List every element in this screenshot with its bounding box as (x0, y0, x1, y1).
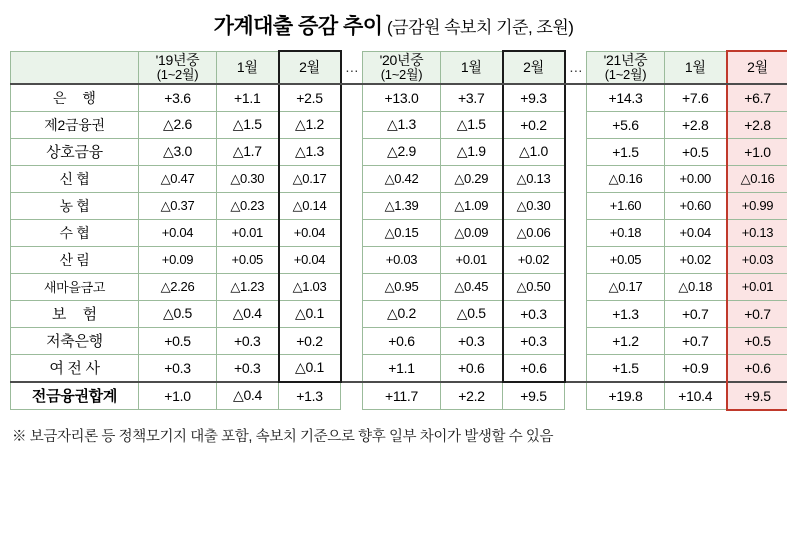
cell: +0.2 (503, 111, 565, 138)
title-main: 가계대출 증감 추이 (213, 15, 383, 38)
cell: +1.60 (587, 192, 665, 219)
cell: △0.18 (665, 273, 727, 300)
column-separator (565, 84, 587, 112)
cell: △0.5 (139, 300, 217, 327)
cell: +14.3 (587, 84, 665, 112)
row-label: 상호금융 (11, 138, 139, 165)
cell: △3.0 (139, 138, 217, 165)
header-2020-period (363, 51, 441, 84)
cell: △0.09 (441, 219, 503, 246)
cell: +7.6 (665, 84, 727, 112)
cell: +0.6 (503, 354, 565, 382)
cell: +5.6 (587, 111, 665, 138)
cell: +0.2 (279, 327, 341, 354)
cell: +0.01 (441, 246, 503, 273)
column-separator (565, 165, 587, 192)
cell: +1.3 (587, 300, 665, 327)
cell: +2.8 (665, 111, 727, 138)
cell: △1.3 (279, 138, 341, 165)
cell: +9.3 (503, 84, 565, 112)
column-separator (341, 273, 363, 300)
column-separator (565, 354, 587, 382)
cell: △0.14 (279, 192, 341, 219)
column-separator: … (341, 51, 363, 84)
cell: +2.8 (727, 111, 787, 138)
cell: +0.3 (503, 327, 565, 354)
row-label: 신 협 (11, 165, 139, 192)
cell: +0.7 (665, 327, 727, 354)
cell: +0.04 (665, 219, 727, 246)
cell: △1.5 (441, 111, 503, 138)
column-separator (565, 138, 587, 165)
column-separator (565, 273, 587, 300)
header-2020-feb: 2월 (503, 51, 565, 84)
cell: +19.8 (587, 382, 665, 410)
cell: +9.5 (503, 382, 565, 410)
header-2019-jan: 1월 (217, 51, 279, 84)
cell: +1.2 (587, 327, 665, 354)
cell: △1.7 (217, 138, 279, 165)
column-separator (565, 300, 587, 327)
cell: △1.39 (363, 192, 441, 219)
cell: +0.6 (727, 354, 787, 382)
cell: +0.5 (665, 138, 727, 165)
cell: △0.4 (217, 382, 279, 410)
cell: +0.7 (665, 300, 727, 327)
header-2021-feb: 2월 (727, 51, 787, 84)
page-title (0, 0, 787, 50)
cell: +0.05 (587, 246, 665, 273)
cell: +1.5 (587, 138, 665, 165)
table-row (11, 138, 787, 165)
header-2019-year: '19년중 (155, 51, 200, 68)
row-label: 여 전 사 (11, 354, 139, 382)
column-separator (565, 192, 587, 219)
column-separator (341, 354, 363, 382)
cell: +0.01 (727, 273, 787, 300)
cell: △0.17 (279, 165, 341, 192)
column-separator (341, 246, 363, 273)
cell: +0.3 (217, 327, 279, 354)
cell: △0.13 (503, 165, 565, 192)
cell: △0.1 (279, 300, 341, 327)
cell: +2.2 (441, 382, 503, 410)
footnote: ※ 보금자리론 등 정책모기지 대출 포함, 속보치 기준으로 향후 일부 차이가 발생할 수 있음 (12, 428, 554, 445)
column-separator (341, 138, 363, 165)
cell: +13.0 (363, 84, 441, 112)
column-separator (341, 219, 363, 246)
cell: +0.3 (503, 300, 565, 327)
table-row (11, 246, 787, 273)
cell: △0.42 (363, 165, 441, 192)
header-2019-range: (1~2월) (156, 66, 199, 82)
cell: △0.2 (363, 300, 441, 327)
cell: +3.7 (441, 84, 503, 112)
cell: △0.50 (503, 273, 565, 300)
cell: △1.2 (279, 111, 341, 138)
cell: +0.6 (363, 327, 441, 354)
header-2020-range: (1~2월) (380, 66, 423, 82)
cell: △0.15 (363, 219, 441, 246)
cell: △0.17 (587, 273, 665, 300)
header-2021-period (587, 51, 665, 84)
cell: +9.5 (727, 382, 787, 410)
table-row (11, 273, 787, 300)
cell: △0.16 (727, 165, 787, 192)
column-separator (565, 382, 587, 410)
cell: △0.5 (441, 300, 503, 327)
cell: △1.0 (503, 138, 565, 165)
cell: +0.5 (727, 327, 787, 354)
table-row (11, 165, 787, 192)
cell: +1.3 (279, 382, 341, 410)
row-label: 농 협 (11, 192, 139, 219)
cell: △0.95 (363, 273, 441, 300)
column-separator: … (565, 51, 587, 84)
row-label: 새마을금고 (11, 273, 139, 300)
cell: △0.47 (139, 165, 217, 192)
cell: △1.03 (279, 273, 341, 300)
column-separator (341, 84, 363, 112)
row-label: 은 행 (11, 84, 139, 112)
cell: +3.6 (139, 84, 217, 112)
cell: +0.9 (665, 354, 727, 382)
cell: △0.29 (441, 165, 503, 192)
cell: +6.7 (727, 84, 787, 112)
cell: △0.23 (217, 192, 279, 219)
column-separator (565, 219, 587, 246)
column-separator (341, 327, 363, 354)
row-label: 산 림 (11, 246, 139, 273)
cell: △2.26 (139, 273, 217, 300)
cell: +1.0 (727, 138, 787, 165)
header-2021-range: (1~2월) (604, 66, 647, 82)
cell: △0.1 (279, 354, 341, 382)
header-2019-period (139, 51, 217, 84)
cell: △0.4 (217, 300, 279, 327)
column-separator (341, 165, 363, 192)
header-2021-jan: 1월 (665, 51, 727, 84)
cell: +2.5 (279, 84, 341, 112)
cell: +11.7 (363, 382, 441, 410)
row-label: 수 협 (11, 219, 139, 246)
table-row (11, 219, 787, 246)
cell: △0.30 (217, 165, 279, 192)
cell: +0.01 (217, 219, 279, 246)
cell: +0.03 (727, 246, 787, 273)
header-2021-year: '21년중 (603, 51, 648, 68)
table-body (11, 84, 787, 410)
column-separator (341, 382, 363, 410)
column-separator (341, 192, 363, 219)
cell: +1.0 (139, 382, 217, 410)
cell: △2.6 (139, 111, 217, 138)
table-row (11, 327, 787, 354)
cell: +0.05 (217, 246, 279, 273)
cell: △1.3 (363, 111, 441, 138)
column-separator (341, 300, 363, 327)
cell: +1.1 (217, 84, 279, 112)
table-row (11, 84, 787, 112)
table-row (11, 300, 787, 327)
cell: +0.09 (139, 246, 217, 273)
cell: +10.4 (665, 382, 727, 410)
cell: +0.3 (139, 354, 217, 382)
cell: +0.02 (665, 246, 727, 273)
table-row-total (11, 382, 787, 410)
cell: △2.9 (363, 138, 441, 165)
table-row (11, 192, 787, 219)
table-header (11, 51, 787, 84)
cell: △0.16 (587, 165, 665, 192)
cell: +0.60 (665, 192, 727, 219)
title-subtitle: (금감원 속보치 기준, 조원) (386, 18, 574, 37)
cell: +1.5 (587, 354, 665, 382)
row-label: 보 험 (11, 300, 139, 327)
cell: +1.1 (363, 354, 441, 382)
cell: +0.3 (441, 327, 503, 354)
cell: +0.18 (587, 219, 665, 246)
cell: +0.7 (727, 300, 787, 327)
cell: +0.02 (503, 246, 565, 273)
cell: △0.06 (503, 219, 565, 246)
cell: △0.37 (139, 192, 217, 219)
cell: +0.03 (363, 246, 441, 273)
table-row (11, 111, 787, 138)
cell: △0.45 (441, 273, 503, 300)
cell: +0.5 (139, 327, 217, 354)
table-row (11, 354, 787, 382)
cell: +0.04 (279, 219, 341, 246)
cell: +0.6 (441, 354, 503, 382)
column-separator (341, 111, 363, 138)
cell: +0.04 (139, 219, 217, 246)
cell: △1.9 (441, 138, 503, 165)
header-corner (11, 51, 139, 84)
cell: +0.00 (665, 165, 727, 192)
cell: +0.04 (279, 246, 341, 273)
row-label: 제2금융권 (11, 111, 139, 138)
cell: +0.13 (727, 219, 787, 246)
column-separator (565, 327, 587, 354)
column-separator (565, 246, 587, 273)
row-label: 저축은행 (11, 327, 139, 354)
column-separator (565, 111, 587, 138)
cell: +0.99 (727, 192, 787, 219)
header-2020-jan: 1월 (441, 51, 503, 84)
header-2019-feb: 2월 (279, 51, 341, 84)
cell: △1.23 (217, 273, 279, 300)
header-2020-year: '20년중 (379, 51, 424, 68)
cell: △0.30 (503, 192, 565, 219)
cell: △1.5 (217, 111, 279, 138)
cell: +0.3 (217, 354, 279, 382)
row-label: 전금융권합계 (11, 382, 139, 410)
household-loan-table (10, 50, 787, 411)
cell: △1.09 (441, 192, 503, 219)
